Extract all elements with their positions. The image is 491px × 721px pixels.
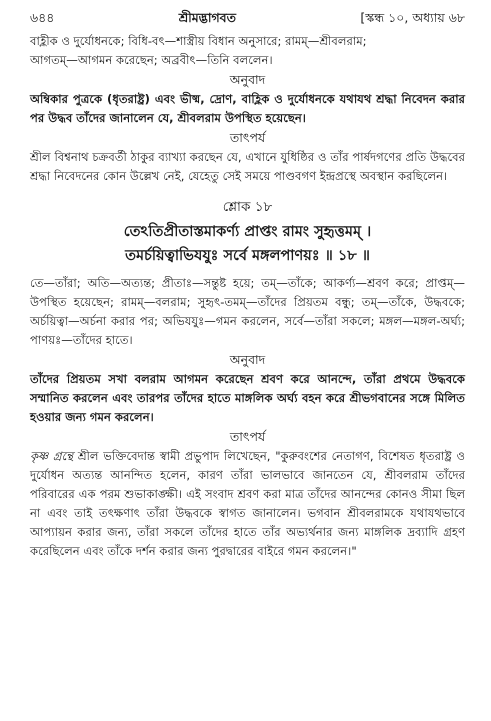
page-number: ৬৪৪ bbox=[30, 10, 55, 25]
translation-text-2: তাঁদের প্রিয়তম সখা বলরাম আগমন করেছেন শ্রবণ করে আনন্দে, তাঁরা প্রথমে উদ্ধবকে সম্মানিত করলেন এবং তারপর তাঁদের হাতে মাঙ্গলিক অর্ঘ্য বহন করে শ্রীভগবানের সঙ্গে মিলিত হওয়ার জন্য গমন করলেন। bbox=[30, 372, 465, 424]
translation-heading-2: অনুবাদ bbox=[229, 352, 266, 367]
purport-italic-lead: কৃষ্ণ গ্রন্থে bbox=[30, 449, 74, 463]
top-synonyms-line2: আগতম্—আগমন করেছেন; অব্রবীৎ—তিনি বললেন। bbox=[30, 53, 273, 67]
purport-text-2 bbox=[30, 447, 465, 561]
section-label: [স্কন্ধ ১০, অধ্যায় ৬৮ bbox=[360, 10, 465, 25]
verse-line-1: তেঽতিপ্রীতাস্তমাকর্ণ্য প্রাপ্তং রামং সুহৃত্তমম্ । bbox=[123, 223, 372, 240]
synonyms-text: তে—তাঁরা; অতি—অত্যন্ত; প্রীতাঃ—সন্তুষ্ট হয়ে; তম্—তাঁকে; আকর্ণ্য—শ্রবণ করে; প্রাপ্তম্—উপস্থিত হয়েছেন; রামম্—বলরাম; সুহৃৎ-তমম্—তাঁদের প্রিয়তম বন্ধু; তম্—তাঁকে, উদ্ধবকে; অর্চয়িত্বা—অর্চনা করার পর; অভিযযুঃ—গমন করলেন, সর্বে—তাঁরা সকলে; মঙ্গল—মঙ্গল-অর্ঘ্য; পাণয়ঃ—তাঁদের হাতে। bbox=[30, 276, 465, 347]
verse-line-2: তমর্চয়িত্বাভিযযুঃ সর্বে মঙ্গলপাণয়ঃ ॥ ১৮ ॥ bbox=[125, 247, 370, 264]
purport-text: শ্রীল বিশ্বনাথ চক্রবর্তী ঠাকুর ব্যাখ্যা করছেন যে, এখানে যুধিষ্ঠির ও তাঁর পার্ষদগণের প্রতি উদ্ধবের শ্রদ্ধা নিবেদনের কোন উল্লেখ নেই, যেহেতু সেই সময়ে পাণ্ডবগণ ইন্দ্রপ্রস্থে অবস্থান করছিলেন। bbox=[30, 150, 465, 183]
translation-text: অম্বিকার পুত্রকে (ধৃতরাষ্ট্র) এবং ভীষ্ম, দ্রোণ, বাহ্লিক ও দুর্যোধনকে যথাযথ শ্রদ্ধা নিবেদন করার পর উদ্ধব তাঁদের জানালেন যে, শ্রীবলরাম উপস্থিত হয়েছেন। bbox=[30, 92, 465, 125]
book-title: শ্রীমদ্ভাগবত bbox=[178, 10, 237, 25]
purport-body: শ্রীল ভক্তিবেদান্ত স্বামী প্রভুপাদ লিখেছেন, "কুরুবংশের নেতাগণ, বিশেষত ধৃতরাষ্ট্র ও দুর্যোধন অত্যন্ত আনন্দিত হলেন, কারণ তাঁরা ভালভাবে জানতেন যে, শ্রীবলরাম তাঁদের পরিবারের এক পরম শুভাকাঙ্ক্ষী। এই সংবাদ শ্রবণ করা মাত্র তাঁদের আনন্দের কোনও সীমা ছিল না এবং তাই তৎক্ষণাৎ তাঁরা উদ্ধবকে স্বাগত জানালেন। ভগবান শ্রীবলরামকে যথাযথভাবে আপ্যায়ন করার জন্য, তাঁরা সকলে তাঁদের হাতে তাঁর অভ্যর্থনার জন্য মাঙ্গলিক দ্রব্যাদি গ্রহণ করেছিলেন এবং তাঁকে দর্শন করার জন্য পুরদ্বারের বাইরে গমন করলেন।" bbox=[30, 449, 465, 558]
top-synonyms-line1: বাহ্লীক ও দুর্যোধনকে; বিধি-বৎ—শাস্ত্রীয় বিধান অনুসারে; রামম্—শ্রীবলরাম; bbox=[30, 34, 367, 48]
verse-heading: শ্লোক ১৮ bbox=[222, 199, 273, 215]
translation-heading: অনুবাদ bbox=[229, 72, 266, 87]
purport-heading-2: তাৎপর্য bbox=[229, 429, 266, 444]
purport-heading: তাৎপর্য bbox=[229, 130, 266, 145]
page-header bbox=[30, 10, 465, 32]
